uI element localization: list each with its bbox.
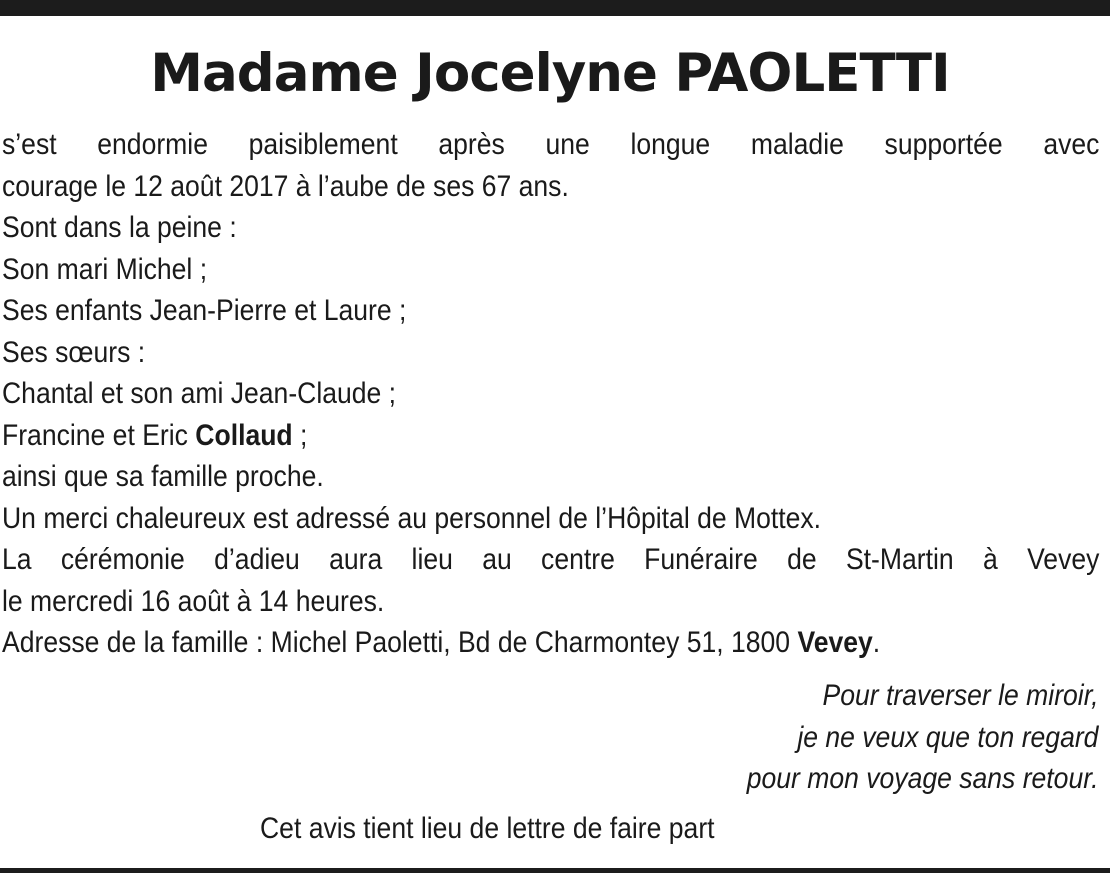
- address-text: Adresse de la famille : Michel Paoletti, Bd de Charmontey 51, 1800: [2, 626, 798, 659]
- thanks-line: Un merci chaleureux est adressé au personnel de l’Hôpital de Mottex.: [2, 501, 822, 535]
- family-line: ainsi que sa famille proche.: [2, 460, 324, 493]
- mourners-intro: Sont dans la peine :: [2, 211, 237, 244]
- poem-line-3: pour mon voyage sans retour.: [746, 762, 1098, 795]
- poem-line-2: je ne veux que ton regard: [796, 720, 1098, 754]
- closing-notice: Cet avis tient lieu de lettre de faire part: [260, 812, 715, 845]
- top-border-rule: [0, 0, 1110, 16]
- sisters-intro: Ses sœurs :: [2, 335, 146, 369]
- sister-line-2: [2, 415, 1099, 457]
- opening-line: s’est endormie paisiblement après une longue maladie supportée avec: [2, 128, 1100, 161]
- ceremony-line: La cérémonie d’adieu aura lieu au centre Funéraire de St-Martin à Vevey: [2, 543, 1100, 576]
- sister-line-2-end: ;: [292, 418, 308, 452]
- obituary-title: Madame Jocelyne PAOLETTI: [150, 43, 950, 104]
- husband-line: Son mari Michel ;: [2, 252, 208, 286]
- sister-line-2-text: Francine et Eric: [2, 418, 196, 452]
- poem-line-1: Pour traverser le miroir,: [822, 679, 1098, 712]
- ceremony-line-continued: le mercredi 16 août à 14 heures.: [2, 584, 385, 618]
- bottom-border-rule: [0, 868, 1110, 873]
- address-line: [2, 622, 1099, 664]
- obituary-body: [2, 124, 1099, 664]
- sister-surname: Collaud: [195, 418, 293, 452]
- poem-verse: [746, 675, 1098, 800]
- opening-line-continued: courage le 12 août 2017 à l’aube de ses 67 ans.: [2, 169, 569, 203]
- address-end: .: [872, 626, 881, 659]
- address-city: Vevey: [797, 626, 873, 659]
- sister-line-1: Chantal et son ami Jean-Claude ;: [2, 377, 397, 410]
- children-line: Ses enfants Jean-Pierre et Laure ;: [2, 294, 407, 327]
